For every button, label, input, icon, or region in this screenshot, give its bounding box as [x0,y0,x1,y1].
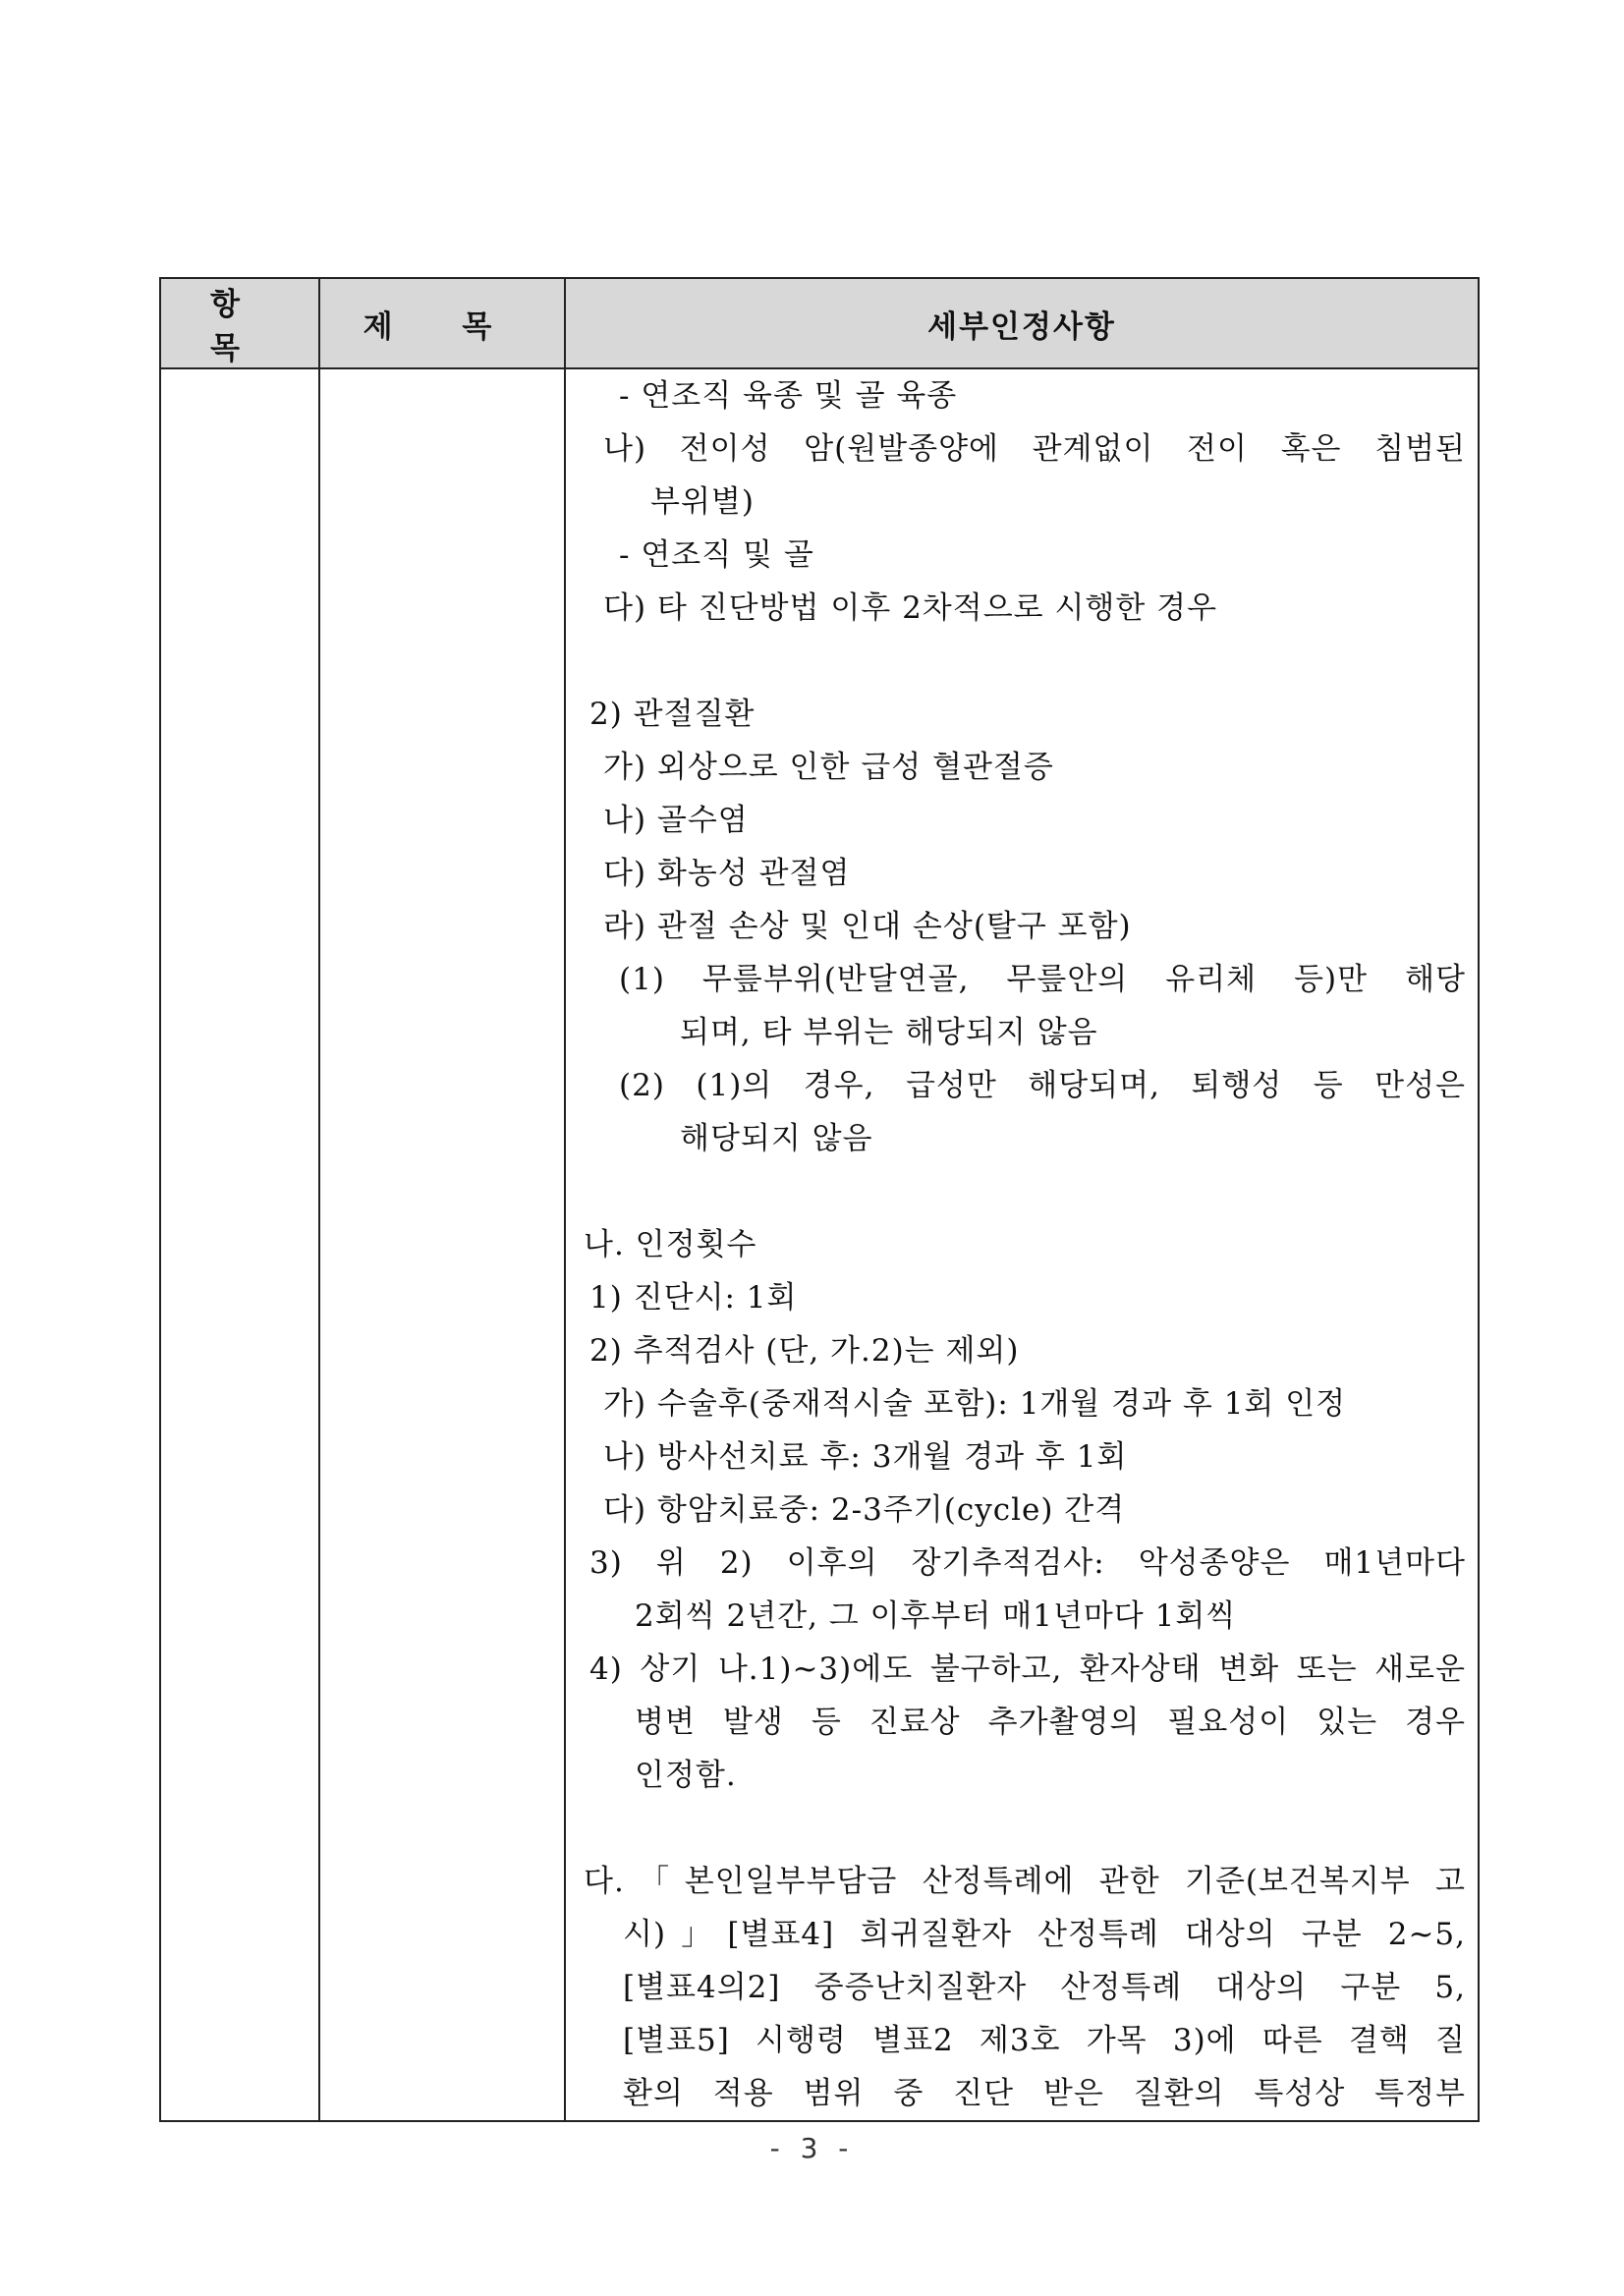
header-title: 제 목 [319,278,565,368]
detail-line: 다) 화농성 관절염 [603,856,851,891]
item-cell [160,368,319,2121]
table-header-row [160,278,1479,368]
detail-line: 2회씩 2년간, 그 이후부터 매1년마다 1회씩 [635,1598,1237,1634]
details-content [566,369,1478,2120]
detail-line: - 연조직 및 골 [619,537,814,573]
detail-line: 가) 외상으로 인한 급성 혈관절증 [603,750,1054,785]
detail-line: 해당되지 않음 [680,1121,873,1156]
detail-line: 2) 추적검사 (단, 가.2)는 제외) [589,1333,1020,1369]
detail-line: 다.「본인일부부담금 산정특례에 관한 기준(보건복지부 고 [584,1864,1466,1899]
detail-line: 되며, 타 부위는 해당되지 않음 [680,1015,1098,1050]
detail-line: 1) 진단시: 1회 [589,1280,798,1316]
detail-line: 라) 관절 손상 및 인대 손상(탈구 포함) [603,909,1132,944]
detail-line: 2) 관절질환 [589,697,756,732]
detail-line: 환의 적용 범위 중 진단 받은 질환의 특성상 특정부 [623,2076,1466,2111]
detail-line: 병변 발생 등 진료상 추가촬영의 필요성이 있는 경우 [635,1705,1466,1740]
header-item: 항 목 [160,278,319,368]
detail-line: 가) 수술후(중재적시술 포함): 1개월 경과 후 1회 인정 [603,1386,1347,1422]
detail-line: 나) 전이성 암(원발종양에 관계없이 전이 혹은 침범된 [603,431,1466,467]
detail-line: [별표4의2] 중증난치질환자 산정특례 대상의 구분 5, [623,1970,1466,2005]
detail-line: [별표5] 시행령 별표2 제3호 가목 3)에 따른 결핵 질 [623,2023,1466,2058]
spacer [584,1165,1466,1218]
detail-line: 나) 골수염 [603,803,749,838]
detail-line: 부위별) [650,484,755,520]
spacer [584,1802,1466,1855]
detail-line: 시)」[별표4] 희귀질환자 산정특례 대상의 구분 2~5, [623,1917,1466,1952]
detail-line: (1) 무릎부위(반달연골, 무릎안의 유리체 등)만 해당 [619,962,1466,997]
detail-line: 인정함. [635,1758,737,1793]
page-number: - 3 - [769,2132,855,2164]
detail-line: 나) 방사선치료 후: 3개월 경과 후 1회 [603,1439,1128,1475]
detail-line: - 연조직 육종 및 골 육종 [619,378,958,414]
detail-line: 3) 위 2) 이후의 장기추적검사: 악성종양은 매1년마다 [589,1545,1466,1581]
criteria-table [159,277,1480,2122]
title-cell [319,368,565,2121]
header-details: 세부인정사항 [565,278,1479,368]
details-cell [565,368,1479,2121]
detail-line: 다) 타 진단방법 이후 2차적으로 시행한 경우 [603,590,1218,626]
detail-line: (2) (1)의 경우, 급성만 해당되며, 퇴행성 등 만성은 [619,1068,1466,1103]
detail-line: 나. 인정횟수 [584,1227,757,1262]
spacer [584,635,1466,688]
table-row [160,368,1479,2121]
detail-line: 다) 항암치료중: 2-3주기(cycle) 간격 [603,1492,1126,1528]
detail-line: 4) 상기 나.1)~3)에도 불구하고, 환자상태 변화 또는 새로운 [589,1652,1466,1687]
